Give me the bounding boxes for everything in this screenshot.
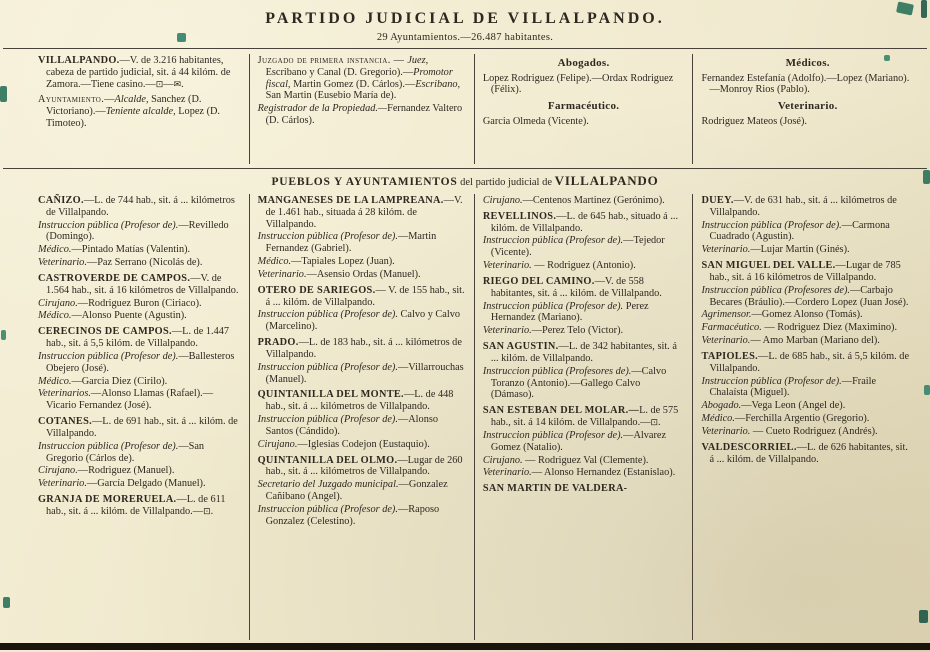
text-run: —Alonso Santos (Cándido). [265,414,438,437]
entry-paragraph [701,244,914,256]
text-run: . [181,78,184,90]
text-run: —L. de 691 hab., sit. á ... kilóm. de Villalpando. [46,416,238,439]
text-run: —Pintado Matías (Valentin). [71,244,191,256]
entry-paragraph [38,388,241,412]
profession-label: Cirujano. [257,438,298,450]
capital-section [0,49,930,168]
office-label: Ayuntamiento. [38,94,105,106]
town-name: QUINTANILLA DEL MONTE. [257,389,404,401]
text-run: L. de 575 hab., sit. á 14 kilóm. de Villalpando.— [490,405,679,429]
town-name: CERECINOS DE CAMPOS. [38,326,172,338]
telegraph-symbol-icon: ⊡ [203,506,211,517]
text-run: —L. de 611 hab., sit. á ... kilóm. de Villalpando.— [46,494,226,517]
text-run: —Centenos Martinez (Gerónimo). [522,195,665,206]
entry-paragraph [38,376,241,388]
entry-paragraph [38,195,241,219]
scan-artifact [1,330,6,340]
profession-label: Instruccion pública (Profesor de). [257,361,398,373]
text-run: Perez Hernandez (Mariano). [490,300,649,324]
profession-label: Teniente alcalde, [105,106,176,118]
text-run: —L. de 342 habitantes, sit. á ... kilóm. de Villalpando. [490,341,677,364]
entry-paragraph [38,441,241,465]
entry-paragraph [701,309,914,321]
entry-paragraph [701,322,914,334]
entry-paragraph [258,504,466,528]
pueblos-column-4 [692,194,922,640]
town-name: SAN ESTEBAN DEL MOLAR.— [482,405,640,417]
text-run: Rodriguez Mateos (José). [701,115,807,127]
pueblos-section [0,192,930,644]
scan-artifact [177,33,186,42]
profession-label: Instruccion pública (Profesor de). [701,219,842,231]
profession-label: Instruccion pública (Profesor de). [257,231,398,243]
profession-label: Promotor fiscal, [265,66,453,90]
text-run: —Perez Telo (Victor). [531,325,624,337]
entry-paragraph [701,220,914,244]
entry-paragraph [701,335,914,347]
entry-paragraph [258,414,466,438]
text-run: Sanchez (D. Victoriano).— [46,94,202,118]
text-run: — [163,78,174,90]
entry-paragraph [38,310,241,322]
pueblos-column-2 [249,194,474,640]
entry-paragraph [38,257,241,269]
text-run: —Rodriguez (Manuel). [77,465,175,477]
entry-paragraph [483,325,685,337]
text-run: Lopez Rodriguez (Felipe).—Ordax Rodriguez (Félix). [482,72,674,96]
profession-label: Veterinario. [257,268,307,280]
office-label: Juzgado de primera instancia. — [257,55,408,66]
entry-paragraph [483,211,685,235]
entry-paragraph [483,405,685,429]
profession-label: Instruccion pública (Profesores de). [701,284,850,296]
telegraph-symbol-icon: ⊡ [155,79,164,90]
entry-paragraph [483,301,685,325]
profession-label: Instruccion pública (Profesor de). [257,414,398,426]
entry-paragraph [483,366,685,401]
text-run: Escribano y Canal (D. Gregorio).— [265,66,414,78]
text-run: —Rodriguez Buron (Ciriaco). [77,297,202,309]
profession-label: Veterinario. [38,257,87,269]
entry-paragraph [258,455,466,479]
profession-label: Registrador de la Propiedad.— [257,103,388,115]
profession-label: Cirujano. [482,454,523,466]
entry-paragraph [38,220,241,244]
profession-label: Médico. [701,413,735,425]
profession-label: Agrimensor. [701,309,752,321]
entry-paragraph [701,260,914,284]
profession-label: Veterinario. [38,478,87,490]
entry-paragraph [701,351,914,375]
text-run: — Cueto Rodriguez (Andrés). [750,425,878,437]
profession-label: Secretario del Juzgado municipal. [257,479,399,491]
town-name: MANGANESES DE LA LAMPREANA. [257,195,444,206]
profession-label: Instruccion pública (Profesor de). [38,350,179,362]
text-run: —Fraile Chalaísta (Miguel). [709,375,877,399]
text-run: Lopez (D. Timoteo). [46,106,221,130]
entry-paragraph [38,273,241,297]
profession-label: Veterinario. [701,335,751,347]
town-name: SAN MARTIN DE VALDERA- [482,483,628,495]
entry-paragraph [701,285,914,309]
registrador-entry [258,103,466,127]
profession-label: Instruccion pública (Profesor de). [38,219,179,231]
text-run: —Lugar de 260 hab., sit. á ... kilómetros de Villalpando. [265,454,463,478]
entry-paragraph [258,389,466,413]
scan-artifact [884,55,890,61]
entry-paragraph [483,276,685,300]
town-name: SAN MIGUEL DEL VALLE. [701,260,836,272]
entry-paragraph [483,195,685,207]
profession-label: Abogado. [701,400,742,412]
entry-paragraph [258,285,466,309]
text-run: —Villarrouchas (Manuel). [265,361,464,385]
text-run: . [658,417,661,429]
town-name: CASTROVERDE DE CAMPOS. [38,272,191,284]
profession-label: Instruccion pública (Profesor de). [257,503,398,515]
scan-artifact [923,170,930,184]
profession-label: Alcalde, [114,94,149,106]
ayuntamiento-entry [38,94,241,129]
page-title: PARTIDO JUDICIAL DE VILLALPANDO. [265,10,665,27]
town-name: DUEY. [701,195,734,206]
post-symbol-icon: ✉ [173,79,182,90]
text-run: —L. de 685 hab., sit. á 5,5 kilóm. de Villalpando. [709,350,910,374]
profession-label: Veterinario. [701,244,751,256]
text-run: Garcia Olmeda (Vicente). [482,115,589,127]
scan-artifact [3,597,10,608]
town-name: GRANJA DE MORERUELA. [38,494,177,506]
text-run: —Carmona Cuadrado (Agustin). [709,219,890,243]
town-name: RIEGO DEL CAMINO. [482,275,595,287]
profession-label: Veterinarios. [38,388,91,400]
town-name: Veterinario. [777,100,838,113]
town-name: QUINTANILLA DEL OLMO. [257,454,398,466]
column-juzgado [249,54,474,164]
town-name: CAÑIZO. [38,195,84,206]
profession-label: Escribano, [415,78,461,90]
text-run: —L. de 1.447 hab., sit. á 5,5 kilóm. de Villalpando. [46,326,230,350]
entry-paragraph [38,478,241,490]
text-run: — V. de 155 hab., sit. á ... kilóm. de Villalpando. [265,284,465,308]
town-name: TAPIOLES. [701,350,759,362]
pueblos-column-3 [474,194,693,640]
text-run: —V. de 631 hab., sit. á ... kilómetros de Villalpando. [709,195,897,218]
text-run: —Gomez Alonso (Tomás). [751,309,863,321]
entry-paragraph [701,442,914,466]
text-run: —V. de 1.461 hab., situada á 28 kilóm. de Villalpando. [265,195,463,230]
profession-label: Cirujano. [482,195,523,206]
profession-label: Instruccion pública (Profesor de). [482,300,624,312]
entry-paragraph [258,479,466,503]
text-run: —Iglesias Codejon (Eustaquio). [297,438,430,450]
entry-paragraph [258,256,466,268]
pueblos-title-town: VILLALPANDO [554,173,659,188]
text-run: Martin Gomez (D. Cárlos).— [290,78,416,90]
profession-label: Veterinario. [482,467,532,479]
text-run: —Garcia Diez (Cirilo). [71,375,168,387]
entry-paragraph [483,430,685,454]
villalpando-entry [38,55,241,90]
town-name: COTANES. [38,416,92,428]
text-run: — [104,94,115,106]
town-name: PRADO. [257,337,299,349]
town-name: OTERO DE SARIEGOS. [257,284,376,296]
horizontal-rule [3,168,927,169]
scan-artifact [0,86,7,102]
text-run: —V. de 1.564 hab., sit. á 16 kilómetros de Villalpando. [46,272,239,296]
juzgado-entry [258,55,466,102]
entry-paragraph [483,235,685,259]
text-run: —Alvarez Gomez (Natalio). [490,429,667,453]
profession-label: Médico. [38,244,72,256]
entry-paragraph [38,494,241,518]
entry-paragraph [258,309,466,333]
entry-paragraph [483,455,685,467]
column-medicos [692,54,922,164]
town-name: SAN AGUSTIN. [482,341,559,353]
profession-label: Veterinario. [482,325,532,337]
entry-paragraph [38,244,241,256]
page-subtitle: 29 Ayuntamientos.—26.487 habitantes. [376,32,554,43]
profession-label: Instruccion pública (Profesores de). [482,365,632,377]
profession-label: Instruccion pública (Profesor de). [701,375,842,387]
column-villalpando [30,54,249,164]
telegraph-symbol-icon: ⊡ [650,418,658,429]
text-run: —Tejedor (Vicente). [490,235,665,259]
entry-paragraph [701,413,914,425]
scan-artifact [924,385,930,395]
town-name: Médicos. [785,57,830,69]
farmaceutico-header [483,100,685,113]
pueblos-title-caps: PUEBLOS Y AYUNTAMIENTOS [271,176,458,188]
text-run: —Ballesteros Obejero (José). [46,350,235,374]
text-run: —Alonso Llamas (Rafael).—Vicario Fernandez (José). [46,388,214,412]
entry-paragraph [38,351,241,375]
farmaceutico-list [483,116,685,128]
text-run: —Revilledo (Domingo). [46,219,229,243]
veterinario-header [701,100,914,113]
town-name: Farmacéutico. [547,100,620,113]
text-run: . [210,505,214,517]
entry-paragraph [38,298,241,310]
text-run: —L. de 626 habitantes, sit. á ... kilóm. de Villalpando. [709,441,908,465]
entry-paragraph [258,231,466,255]
profession-label: Farmacéutico. [701,322,762,334]
profession-label: Veterinario. [482,260,532,272]
text-run: —San Gregorio (Cárlos de). [46,440,205,464]
bottom-rule [0,643,930,650]
text-run: —L. de 645 hab., situado á ... kilóm. de Villalpando. [490,210,679,234]
text-run: — Rodriguez Val (Clemente). [522,454,649,466]
text-run: Fernandez Valtero (D. Cárlos). [265,103,463,127]
text-run: —Raposo Gonzalez (Celestino). [265,503,440,527]
text-run: —V. de 3.216 habitantes, cabeza de partido judicial, sit. á 44 kilóm. de Zamora.—Tiene casino.— [46,55,231,90]
text-run: —Asensio Ordas (Manuel). [306,268,421,280]
pueblos-section-title [0,172,930,190]
text-run: — Alonso Hernandez (Estanislao). [531,467,676,479]
pueblos-title-middle: del partido judicial de [457,177,555,188]
text-run: — Rodriguez (Antonio). [531,260,636,272]
entry-paragraph [258,439,466,451]
town-name: VALDESCORRIEL. [701,441,797,453]
profession-label: Instruccion pública (Profesor de). [482,235,624,247]
text-run: —García Delgado (Manuel). [86,478,206,490]
profession-label: Cirujano. [38,465,78,477]
text-run: —Calvo Toranzo (Antonio).—Gallego Calvo (Dámaso). [490,365,667,401]
veterinario-list [701,116,914,128]
profession-label: Médico. [257,256,292,268]
entry-paragraph [701,400,914,412]
entry-paragraph [483,467,685,479]
text-run: —Ferchilla Argentio (Gregorio). [734,413,870,425]
medicos-list [701,73,914,97]
medicos-header [701,57,914,70]
entry-paragraph [258,269,466,281]
text-run: —Tapiales Lopez (Juan). [291,256,395,268]
abogados-header [483,57,685,70]
text-run: — Rodriguez Diez (Maximino). [761,322,898,334]
abogados-list [483,73,685,97]
text-run: —Paz Serrano (Nicolás de). [86,257,203,269]
profession-label: Médico. [38,375,72,387]
profession-label: Cirujano. [38,297,78,309]
entry-paragraph [483,483,685,495]
town-name: VILLALPANDO. [38,55,120,66]
town-name: REVELLINOS. [482,210,557,222]
scan-artifact [919,610,928,623]
text-run: —L. de 448 hab., sit. á ... kilómetros de Villalpando. [265,389,454,413]
entry-paragraph [38,326,241,350]
entry-paragraph [701,195,914,219]
text-run: Fernandez Estefanía (Adolfo).—Lopez (Mariano).—Monroy Rios (Pablo). [701,72,910,96]
entry-paragraph [483,260,685,272]
entry-paragraph [258,362,466,386]
entry-paragraph [258,195,466,230]
text-run: San Martin (Eusebio María de). [265,90,397,102]
town-name: Abogados. [557,57,610,69]
entry-paragraph [701,376,914,400]
profession-label: Veterinario. [701,425,751,437]
entry-paragraph [701,426,914,438]
text-run: —Martin Fernandez (Gabriel). [265,231,437,255]
column-abogados [474,54,693,164]
text-run: —Alonso Puente (Agustin). [71,310,187,322]
text-run: —Carbajo Becares (Bráulio).—Cordero Lopez (Juan José). [709,284,909,308]
text-run: —L. de 744 hab., sit. á ... kilómetros de Villalpando. [46,195,235,218]
profession-label: Instruccion pública (Profesor de). [38,440,179,452]
entry-paragraph [38,465,241,477]
text-run: —Gonzalez Cañibano (Angel). [265,479,448,503]
text-run: —L. de 183 hab., sit. á ... kilómetros de Villalpando. [265,337,462,360]
scan-artifact [921,0,927,18]
text-run: —Lugar de 785 hab., sit. á 16 kilómetros de Villalpando. [709,260,901,283]
profession-label: Juez, [407,55,429,66]
text-run: —Lujar Martin (Ginés). [750,244,850,256]
text-run: — Amo Marban (Mariano del). [750,335,880,347]
text-run: —Vega Leon (Angel de). [741,400,846,412]
profession-label: Instruccion pública (Profesor de). [482,429,624,441]
pueblos-column-1 [30,194,249,640]
entry-paragraph [38,416,241,440]
text-run: Calvo y Calvo (Marcelino). [265,309,461,333]
text-run: —V. de 558 habitantes, sit. á ... kilóm. de Villalpando. [490,275,662,299]
entry-paragraph [258,337,466,361]
profession-label: Instruccion pública (Profesor de). [257,309,398,321]
entry-paragraph [483,341,685,365]
profession-label: Médico. [38,310,72,322]
